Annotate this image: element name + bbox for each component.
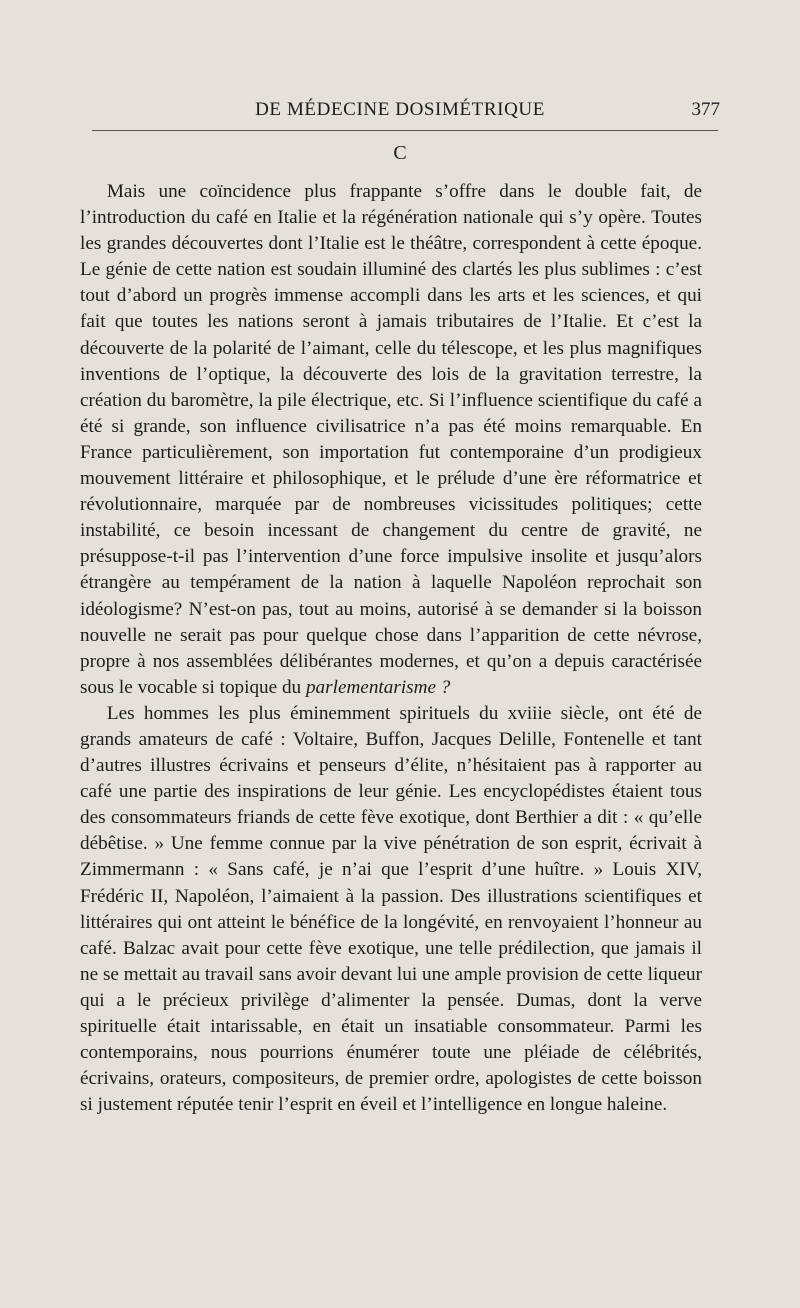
paragraph-2: [80, 701, 702, 1119]
paragraph-1: [80, 179, 702, 701]
body-text: [80, 179, 702, 1118]
paragraph-2-text: Les hommes les plus éminemment spirituels du xviiie siècle, ont été de grands amateurs de café : Voltaire, Buffon, Jacques Delille, Fontenelle et tant d’autres illustres écrivains et penseurs d’élite, n’hésitaient pas à rapporter au café une partie des inspirations de leur génie. Les encyclopédistes étaient tous des consommateurs friands de cette fève exotique, dont Berthier a dit : « qu’elle débêtise. » Une femme connue par la vive pénétration de son esprit, écrivait à Zimmermann : « Sans café, je n’ai que l’esprit d’une huître. » Louis XIV, Frédéric II, Napoléon, l’aimaient à la passion. Des illustrations scientifiques et littéraires qui ont atteint le bénéfice de la longévité, en renvoyaient l’honneur au café. Balzac avait pour cette fève exotique, une telle prédilection, que jamais il ne se mettait au travail sans avoir devant lui une ample provision de cette liqueur qui a le précieux privilège d’alimenter la pensée. Dumas, dont la verve spirituelle était intarissable, en était un insatiable consommateur. Parmi les contemporains, nous pourrions énumérer toute une pléiade de célébrités, écrivains, orateurs, compositeurs, de premier ordre, apologistes de cette boisson si justement réputée tenir l’esprit en éveil et l’intelligence en longue haleine.: [80, 702, 702, 1116]
paragraph-1-text: Mais une coïncidence plus frappante s’offre dans le double fait, de l’introduction du café en Italie et la régénération nationale qui s’y opère. Toutes les grandes découvertes dont l’Italie est le théâtre, correspondent à cette époque. Le génie de cette nation est soudain illuminé des clartés les plus sublimes : c’est tout d’abord un progrès immense accompli dans les arts et les sciences, et qui fait que toutes les nations seront à jamais tributaires de l’Italie. Et c’est la découverte de la polarité de l’aimant, celle du télescope, et les plus magnifiques inventions de l’optique, la découverte des lois de la gravitation terrestre, la création du baromètre, la pile électrique, etc. Si l’influence scientifique du café a été si grande, son influence civilisatrice n’a pas été moins remarquable. En France particulièrement, son importation fut contemporaine d’un prodigieux mouvement littéraire et philosophique, et le prélude d’une ère réformatrice et révolutionnaire, marquée par de nombreuses vicissitudes politiques; cette instabilité, ce besoin incessant de changement du centre de gravité, ne présuppose-t-il pas l’intervention d’une force impulsive insolite et jusqu’alors étrangère au tempérament de la nation à laquelle Napoléon reprochait son idéologisme? N’est-on pas, tout au moins, autorisé à se demander si la boisson nouvelle ne serait pas pour quelque chose dans l’apparition de cette névrose, propre à nos assemblées délibérantes modernes, et qu’on a depuis caractérisée sous le vocable si topique du: [80, 181, 702, 698]
header-rule: [92, 130, 718, 131]
section-letter: C: [393, 142, 407, 164]
paragraph-1-italic-term: parlementarisme ?: [305, 676, 451, 698]
page-number: 377: [691, 99, 720, 120]
running-title: DE MÉDECINE DOSIMÉTRIQUE: [255, 99, 545, 120]
running-head: [80, 99, 720, 125]
